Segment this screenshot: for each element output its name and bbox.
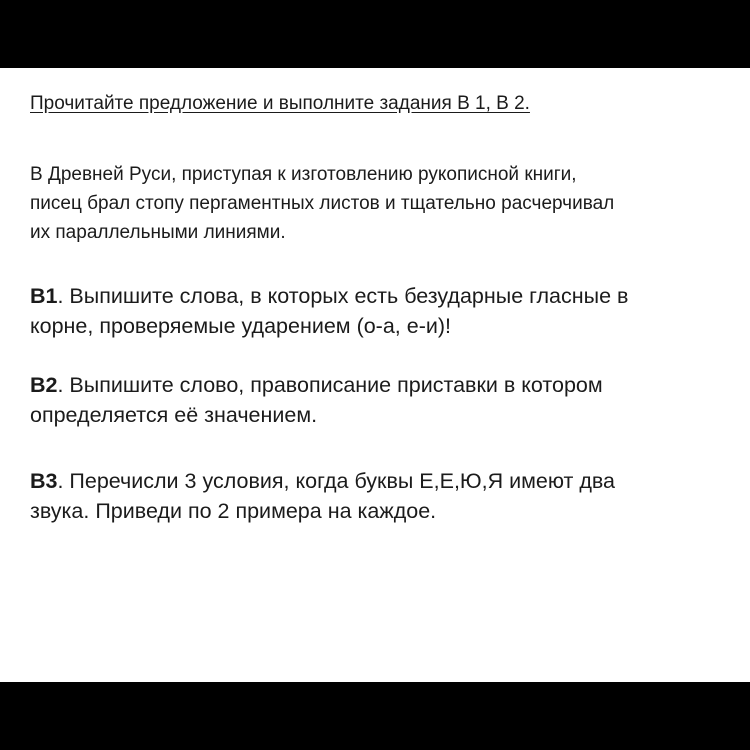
passage-line: писец брал стопу пергаментных листов и тщательно расчерчивал — [30, 193, 615, 214]
task-line — [30, 281, 628, 311]
task-line — [30, 370, 603, 400]
task-line: корне, проверяемые ударением (о-а, е-и)! — [30, 314, 452, 338]
task-b3 — [30, 466, 615, 526]
instruction-heading: Прочитайте предложение и выполните задания В 1, В 2. — [30, 93, 530, 114]
task-line — [30, 466, 615, 496]
task-b2 — [30, 370, 603, 430]
task-label: В1 — [30, 284, 58, 308]
document-page — [0, 68, 750, 682]
task-line: звука. Приведи по 2 примера на каждое. — [30, 499, 437, 523]
task-text: . Выпишите слова, в которых есть безударные гласные в — [57, 284, 629, 308]
passage-line: В Древней Руси, приступая к изготовлению рукописной книги, — [30, 164, 577, 185]
source-passage — [30, 160, 614, 247]
task-label: В2 — [30, 373, 58, 397]
task-label: В3 — [30, 469, 58, 493]
task-text: . Выпишите слово, правописание приставки в котором — [57, 373, 603, 397]
task-b1 — [30, 281, 628, 341]
task-text: . Перечисли 3 условия, когда буквы Е,Е,Ю,Я имеют два — [57, 469, 616, 493]
passage-line: их параллельными линиями. — [30, 222, 286, 243]
task-line: определяется её значением. — [30, 403, 318, 427]
